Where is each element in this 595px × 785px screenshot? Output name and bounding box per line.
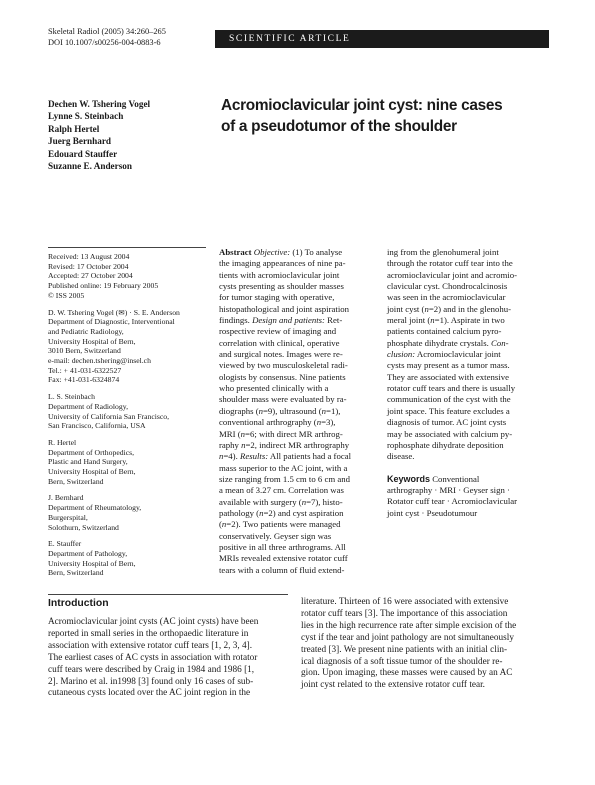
affiliation-block [48, 438, 213, 487]
section-banner: SCIENTIFIC ARTICLE [215, 30, 549, 48]
affiliation-line: e-mail: dechen.tshering@insel.ch [48, 356, 151, 366]
intro-divider [48, 594, 288, 595]
abstract-line [387, 247, 545, 258]
affiliation-gap [48, 532, 213, 539]
abstract-run: rospective review of imaging and [219, 326, 337, 337]
affiliation-line: University of California San Francisco, [48, 411, 170, 421]
abstract-run: who presented clinically with a [219, 383, 329, 394]
abstract-run: diagnosis of tumor. AC joint cysts [387, 417, 507, 428]
affiliation-line: J. Bernhard [48, 493, 84, 503]
abstract-run: for tumor staging with operative, [219, 292, 335, 303]
history-revised: Revised: 17 October 2004 [48, 261, 129, 271]
sidebar-divider [48, 247, 206, 248]
affiliation-line: University Hospital of Bern, [48, 558, 136, 568]
affiliation-gap [48, 385, 213, 392]
abstract-line [387, 372, 545, 383]
affiliation-line: Department of Rheumatology, [48, 503, 142, 513]
abstract-run: shoulder mass were evaluated by ra- [219, 394, 347, 405]
body-line: association with extensive rotator cuff tears [1, 2, 3, 4]. [48, 640, 253, 651]
abstract-line [219, 247, 377, 258]
abstract-line [387, 304, 545, 315]
abstract-run: n [321, 405, 327, 416]
article-sidebar [48, 252, 213, 578]
abstract-line [219, 429, 377, 440]
journal-meta [48, 27, 166, 48]
intro-column-1 [48, 617, 298, 700]
affiliation-line: E. Stauffer [48, 539, 82, 549]
abstract-run: Acromioclavicular joint [415, 349, 501, 360]
abstract-line [219, 519, 377, 530]
abstract-line [387, 281, 545, 292]
abstract-run: =7), histo- [306, 496, 343, 507]
abstract-run: rophosphate dihydrate deposition [387, 439, 504, 450]
body-line: rotator cuff tears [3]. The importance of this association [301, 608, 508, 619]
affiliation-line: San Francisco, California, USA [48, 421, 146, 431]
abstract-line [387, 326, 545, 337]
abstract-run: Abstract [219, 247, 252, 257]
abstract-run: disease. [387, 451, 415, 462]
abstract-run: may be associated with calcium py- [387, 428, 513, 439]
abstract-run: (1) To analyse [290, 247, 343, 257]
abstract-run: ( [219, 519, 222, 530]
abstract-line [387, 338, 545, 349]
body-line: literature. Thirteen of 16 were associated with extensive [301, 597, 509, 607]
body-line: 2]. Marino et al. in1998 [3] found only 16 cases of sub- [48, 676, 254, 687]
abstract-run: n [241, 439, 246, 450]
abstract-line [387, 258, 545, 269]
abstract-line [219, 315, 377, 326]
title-line: Acromioclavicular joint cyst: nine cases [221, 97, 503, 114]
author-name: Ralph Hertel [48, 123, 100, 134]
affiliation-line: Department of Radiology, [48, 401, 128, 411]
abstract-run: ologists by consensus. Nine patients [219, 371, 346, 382]
body-line: treated [3]. We present nine patients with an initial clin- [301, 644, 508, 655]
abstract-line [387, 315, 545, 326]
abstract-line [387, 417, 545, 428]
abstract-run: cysts may present as a tumor mass. [387, 360, 510, 371]
doi: DOI 10.1007/s00256-004-0883-6 [48, 37, 161, 47]
abstract-line [219, 485, 377, 496]
abstract-run: viewed by two musculoskeletal radi- [219, 360, 348, 371]
affiliation-block [48, 392, 213, 431]
abstract-run: and surgical notes. Images were re- [219, 349, 343, 360]
abstract-run: =1), [326, 405, 341, 416]
body-line: The earliest cases of AC cysts in association with rotator [48, 652, 258, 663]
abstract-run: n [430, 315, 435, 326]
body-line: ical diagnosis of a soft tissue tumor of the shoulder re- [301, 656, 503, 667]
abstract-run: findings. [219, 315, 253, 326]
abstract-run: =3), [321, 417, 336, 428]
body-line: gion. Upon imaging, these masses were caused by an AC [301, 668, 513, 679]
abstract-run: a mean of 3.27 cm. Correlation was [219, 485, 344, 496]
affiliation-block [48, 493, 213, 532]
abstract-run: was seen in the acromioclavicular [387, 292, 506, 303]
abstract-run: =9), ultrasound ( [263, 405, 322, 416]
abstract-run: communication of the cyst with the [387, 394, 511, 405]
abstract-line [219, 417, 377, 428]
author-name: Suzanne E. Anderson [48, 161, 132, 172]
abstract-run: MRI ( [219, 428, 241, 439]
keywords-first-line [387, 474, 545, 485]
author-name: Lynne S. Steinbach [48, 111, 124, 122]
abstract-run: =1). Aspirate in two [434, 315, 505, 326]
affiliation-line: Bern, Switzerland [48, 568, 104, 578]
abstract-line [387, 429, 545, 440]
affiliation-line: University Hospital of Bern, [48, 467, 136, 477]
affiliation-line: and Pediatric Radiology, [48, 326, 124, 336]
author-name: Dechen W. Tshering Vogel [48, 99, 151, 109]
affiliation-line: 3010 Bern, Switzerland [48, 346, 121, 356]
affiliation-gap [48, 431, 213, 438]
abstract-line [219, 451, 377, 462]
abstract-line [219, 406, 377, 417]
abstract-run: Results: [239, 451, 269, 462]
affiliation-line: Tel.: + 41-031-6322527 [48, 365, 122, 375]
abstract-run: joint space. This feature excludes a [387, 405, 510, 416]
abstract-line [219, 292, 377, 303]
affiliation-line: Plastic and Hand Surgery, [48, 457, 128, 467]
history-received: Received: 13 August 2004 [48, 252, 130, 261]
affiliation-line: University Hospital of Bern, [48, 336, 136, 346]
abstract-run: n [424, 303, 429, 314]
abstract-line [219, 258, 377, 269]
abstract-line [219, 338, 377, 349]
keyword-text: arthrography · MRI · Geyser sign · [387, 484, 510, 495]
abstract-run: =4). [223, 451, 240, 462]
keyword-text: Conventional [432, 473, 480, 484]
affiliation-line: Burgerspital, [48, 512, 88, 522]
abstract-run: Design and patients: [252, 315, 325, 326]
abstract-run: mass superior to the AC joint, with a [219, 462, 348, 473]
keyword-text: Rotator cuff tear · Acromioclavicular [387, 496, 518, 507]
body-line: reported in small series in the orthopaedic literature in [48, 628, 249, 639]
abstract-line [219, 349, 377, 360]
abstract-run: n [259, 507, 264, 518]
affiliation-line: Department of Diagnostic, Interventional [48, 317, 175, 327]
abstract-line [219, 508, 377, 519]
abstract-run: patients contained calcium pyro- [387, 326, 502, 337]
body-line: cuff tears were described by Craig in 1984 and 1986 [1, [48, 664, 255, 675]
abstract-run: MRIs revealed extensive rotator cuff [219, 553, 348, 564]
body-line: cutaneous cysts located over the AC joint region in the [48, 688, 251, 699]
abstract-run: pathology ( [219, 507, 260, 518]
abstract-run: All patients had a focal [268, 451, 352, 462]
affiliations [48, 301, 213, 579]
affiliation-line: Solothurn, Switzerland [48, 522, 119, 532]
abstract-line [387, 349, 545, 360]
keyword-text: joint cyst · Pseudotumour [387, 507, 478, 518]
abstract-run: n [258, 405, 263, 416]
abstract-line [387, 451, 545, 462]
affiliation-gap [48, 301, 213, 308]
abstract-line [219, 542, 377, 553]
abstract-line [219, 463, 377, 474]
abstract-line [219, 565, 377, 576]
abstract-run: =6; with direct MR arthrog- [245, 428, 343, 439]
affiliation-gap [48, 486, 213, 493]
abstract-run: positive in all three arthrograms. All [219, 541, 346, 552]
abstract-run: phosphate dihydrate crystals. [387, 337, 492, 348]
abstract-run: Objective: [253, 247, 291, 257]
copyright: © ISS 2005 [48, 290, 85, 300]
abstract-run: ing from the glenohumeral joint [387, 247, 499, 257]
abstract-line [219, 474, 377, 485]
abstract-run: histopathological and joint aspiration [219, 303, 350, 314]
abstract-run: through the rotator cuff tear into the [387, 258, 513, 269]
abstract-run: =2) and in the glenohu- [428, 303, 512, 314]
abstract-run: =2) and cyst aspiration [263, 507, 344, 518]
abstract-run: n [316, 417, 322, 428]
abstract-column-1 [219, 247, 377, 576]
abstract-line [387, 394, 545, 405]
abstract-run: tears with a column of fluid extend- [219, 564, 345, 575]
abstract-run: n [301, 496, 307, 507]
affiliation-block [48, 308, 213, 386]
abstract-run: =2, indirect MR arthrography [245, 439, 350, 450]
abstract-column-2 [387, 247, 545, 519]
abstract-run: raphy [219, 439, 242, 450]
abstract-run: n [240, 428, 246, 439]
abstract-run: clusion: [387, 349, 416, 360]
abstract-run: conservatively. Geyser sign was [219, 530, 332, 541]
affiliation-line: Bern, Switzerland [48, 476, 104, 486]
affiliation-line: L. S. Steinbach [48, 392, 95, 402]
abstract-run: available with surgery ( [219, 496, 302, 507]
abstract-run: Con- [491, 337, 509, 348]
abstract-line [219, 326, 377, 337]
abstract-run: size ranging from 1.5 cm to 6 cm and [219, 473, 350, 484]
abstract-run: rotator cuff tears and there is usually [387, 383, 516, 394]
abstract-run: cysts presenting as shoulder masses [219, 281, 344, 292]
body-line: lies in the high recurrence rate after simple excision of the [301, 620, 517, 631]
history-published: Published online: 19 February 2005 [48, 281, 159, 291]
intro-column-2 [301, 597, 551, 692]
affiliation-line: Fax: +41-031-6324874 [48, 375, 120, 385]
affiliation-line: Department of Orthopedics, [48, 447, 135, 457]
abstract-run: tients with acromioclavicular joint [219, 269, 340, 280]
abstract-line [387, 292, 545, 303]
abstract-line [219, 360, 377, 371]
abstract-line [219, 383, 377, 394]
abstract-continuation [387, 247, 545, 463]
body-line: joint cyst related to the extensive rotator cuff tear. [301, 680, 485, 691]
abstract-line [219, 270, 377, 281]
section-heading: Introduction [48, 598, 109, 609]
affiliation-line: R. Hertel [48, 437, 77, 447]
abstract-run: diographs ( [219, 405, 259, 416]
abstract-line [387, 406, 545, 417]
abstract-run: They are associated with extensive [387, 371, 509, 382]
affiliation-block [48, 539, 213, 578]
abstract-line [219, 304, 377, 315]
affiliation-line: Department of Pathology, [48, 548, 128, 558]
abstract-line [387, 270, 545, 281]
abstract-run: clavicular cyst. Chondrocalcinosis [387, 281, 508, 292]
abstract-line [219, 394, 377, 405]
abstract-line [219, 372, 377, 383]
abstract-line [219, 531, 377, 542]
abstract-line [219, 440, 377, 451]
abstract-line [387, 383, 545, 394]
abstract-run: joint cyst ( [387, 303, 425, 314]
abstract-run: conventional arthrography ( [219, 417, 317, 428]
title-line: of a pseudotumor of the shoulder [221, 117, 457, 135]
body-line: Acromioclavicular joint cysts (AC joint cysts) have been [48, 617, 259, 627]
abstract-run: the imaging appearances of nine pa- [219, 258, 346, 269]
abstract-run: correlation with clinical, operative [219, 337, 340, 348]
abstract-run: n [219, 451, 224, 462]
journal-citation: Skeletal Radiol (2005) 34:260–265 [48, 27, 166, 36]
abstract-run: =2). Two patients were managed [226, 519, 341, 530]
abstract-line [387, 440, 545, 451]
history-accepted: Accepted: 27 October 2004 [48, 271, 133, 281]
abstract-run: n [221, 519, 227, 530]
abstract-line [219, 281, 377, 292]
article-title [221, 96, 551, 137]
author-name: Edouard Stauffer [48, 148, 118, 159]
abstract-line [219, 553, 377, 564]
abstract-run: meral joint ( [387, 315, 431, 326]
abstract-run: acromioclavicular joint and acromio- [387, 269, 517, 280]
body-line: cyst if the tear and joint pathology are not simultaneously [301, 632, 514, 643]
author-name: Juerg Bernhard [48, 136, 112, 147]
author-list [48, 98, 218, 172]
affiliation-line: D. W. Tshering Vogel (✉) · S. E. Anderson [48, 307, 180, 317]
abstract-run: Ret- [324, 315, 343, 326]
abstract-line [219, 497, 377, 508]
keywords-label: Keywords [387, 473, 431, 484]
abstract-line [387, 360, 545, 371]
